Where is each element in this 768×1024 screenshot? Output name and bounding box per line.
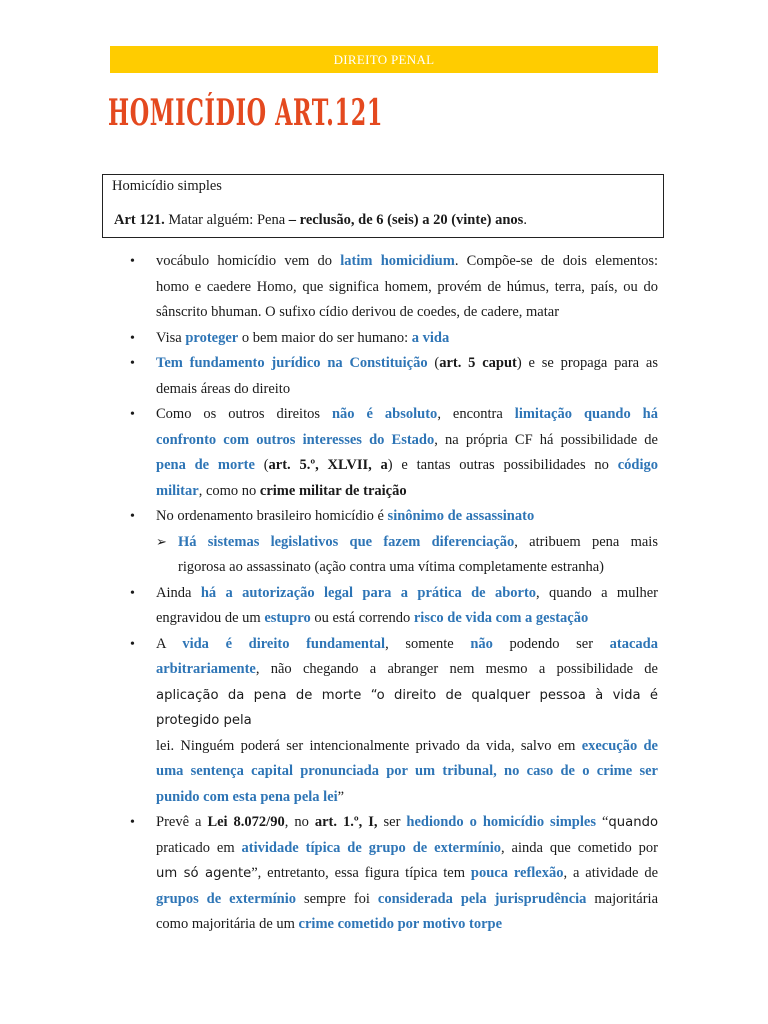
list-item: • Como os outros direitos não é absoluto, encontra limitação quando há confronto com outros interesses do Estado, na própria CF há possibilidade de pena de morte (art. 5.º, XLVII, a) e tantas outras possibilidades no código militar, como no crime militar de traição <box>156 402 658 504</box>
box-penalty: – reclusão, de 6 (seis) a 20 (vinte) anos <box>288 212 524 228</box>
page-title: HOMICÍDIO ART.121 <box>108 92 384 134</box>
box-article-text <box>114 212 527 229</box>
list-item: • Visa proteger o bem maior do ser humano: a vida <box>156 326 658 352</box>
arrow-bullet-icon: ➢ <box>156 534 167 550</box>
banner-text: DIREITO PENAL <box>333 51 435 67</box>
list-item: • Ainda há a autorização legal para a prática de aborto, quando a mulher engravidou de um estupro ou está correndo risco de vida com a gestação <box>156 581 658 632</box>
article-box <box>102 174 664 238</box>
bullet-list <box>156 249 658 938</box>
list-item: • Tem fundamento jurídico na Constituição (art. 5 caput) e se propaga para as demais áreas do direito <box>156 351 658 402</box>
list-item: • Prevê a Lei 8.072/90, no art. 1.º, I, ser hediondo o homicídio simples “quando praticado em atividade típica de grupo de extermínio, ainda que cometido por um só agente”, entretanto, essa figura típica tem pouca reflexão, a atividade de grupos de extermínio sempre foi considerada pela jurisprudência majoritária como majoritária de um crime cometido por motivo torpe <box>156 810 658 938</box>
box-text: Matar alguém: Pena <box>164 212 289 228</box>
list-item: • vocábulo homicídio vem do latim homicidium. Compõe-se de dois elementos: homo e caedere Homo, que significa homem, provém de húmus, terra, país, ou do sânscrito bhuman. O sufixo cídio derivou de coedes, de cadere, matar <box>156 249 658 326</box>
box-heading: Homicídio simples <box>112 178 222 194</box>
sub-list-item: ➢ Há sistemas legislativos que fazem diferenciação, atribuem pena mais rigorosa ao assassinato (ação contra uma vítima completamente estranha) <box>156 530 658 581</box>
section-banner <box>110 46 658 73</box>
box-art: Art 121. <box>114 212 165 228</box>
list-item: • No ordenamento brasileiro homicídio é sinônimo de assassinato ➢ Há sistemas legislativos que fazem diferenciação, atribuem pena mais rigorosa ao assassinato (ação contra uma vítima completamente estranha) <box>156 504 658 581</box>
list-item: • A vida é direito fundamental, somente não podendo ser atacada arbitrariamente, não chegando a abranger nem mesmo a possibilidade de aplicação da pena de morte “o direito de qualquer pessoa à vida é protegido pela lei. Ninguém poderá ser intencionalmente privado da vida, salvo em execução de uma sentença capital pronunciada por um tribunal, no caso de o crime ser punido com esta pena pela lei” <box>156 632 658 811</box>
box-end: . <box>523 212 527 228</box>
